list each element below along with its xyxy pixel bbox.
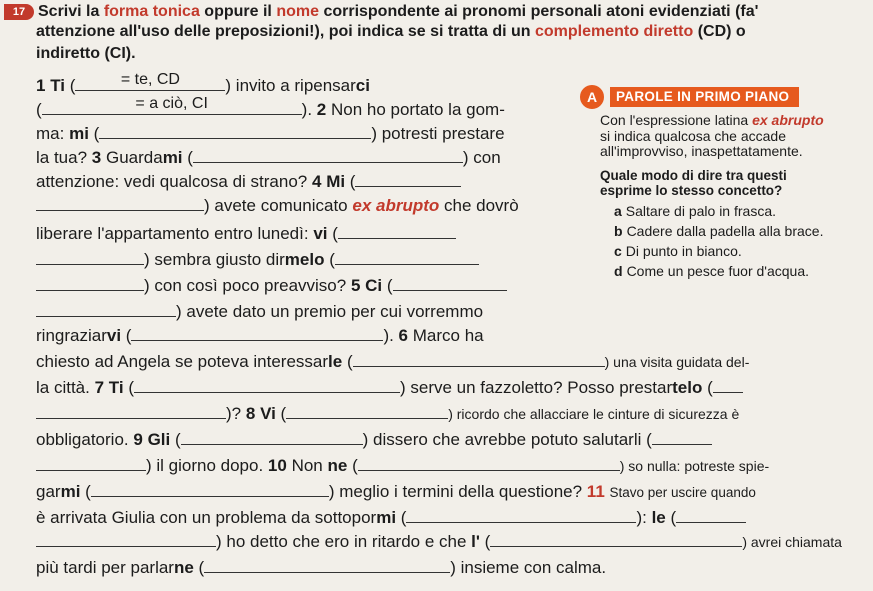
latin-term: ex abrupto [352, 196, 440, 215]
exercise-instruction [4, 2, 758, 22]
text: Stavo per uscire quando [609, 485, 756, 500]
pronoun: Ti [108, 378, 124, 397]
answer-blank[interactable] [652, 430, 712, 445]
sidebar-title: PAROLE IN PRIMO PIANO [610, 87, 799, 108]
text: liberare l'appartamento entro lunedì: [36, 224, 309, 243]
text: ) invito a ripensar [225, 76, 356, 95]
instruction-text-a: Scrivi la [38, 3, 100, 20]
option-text: Di punto in bianco. [625, 242, 742, 259]
answer-blank[interactable] [338, 224, 456, 239]
text: ). [383, 326, 399, 345]
text: ringraziar [36, 326, 107, 345]
option-letter: b [614, 222, 623, 239]
instruction-line-2 [36, 22, 746, 42]
pronoun: mi [376, 508, 397, 527]
text: è arrivata Giulia con un problema da sottopor [36, 508, 377, 527]
pronoun: ne [327, 456, 348, 475]
body-line-9: ) con così poco preavviso? 5 Ci ( [36, 276, 507, 296]
instruction-text-l2a: attenzione all'uso delle preposizioni!), poi indica se si tratta di un [36, 23, 531, 40]
item-number: 10 [267, 456, 287, 475]
answer-blank[interactable] [676, 508, 746, 523]
text: ) insieme con calma. [450, 558, 607, 577]
answer-blank[interactable] [36, 404, 226, 419]
instruction-text-l2c: (CD) o [697, 23, 746, 40]
pronoun: Ti [50, 76, 66, 95]
instruction-line-3 [36, 44, 136, 64]
body-line-7: liberare l'appartamento entro lunedì: vi ( [36, 224, 456, 244]
sidebar-options [610, 201, 870, 281]
item-number: 5 [350, 276, 361, 295]
body-line-2: ( = a ciò, CI ). 2 Non ho portato la gom- [36, 95, 505, 119]
instruction-text-e: corrispondente ai pronomi personali atoni evidenziati (fa' [323, 3, 759, 20]
sidebar-question-2: esprime lo stesso concetto? [600, 182, 783, 198]
sidebar-term: ex abrupto [752, 112, 824, 128]
text: ) il giorno dopo. [146, 456, 264, 475]
body-line-4: la tua? 3 Guardami ( ) con [36, 148, 501, 167]
text: Non ho portato la gom- [330, 100, 505, 119]
pronoun: Vi [260, 404, 276, 423]
text: ) con così poco preavviso? [144, 276, 347, 295]
exercise-number-badge: 17 [4, 4, 34, 20]
body-line-10 [36, 302, 483, 322]
answer-blank[interactable] [36, 250, 144, 265]
option-text: Cadere dalla padella alla brace. [626, 222, 824, 239]
answer-blank[interactable] [181, 430, 363, 445]
option-letter: d [614, 262, 623, 279]
sidebar-text-2: si indica qualcosa che accade [600, 127, 787, 144]
sidebar-question [600, 168, 870, 198]
option-letter: c [614, 242, 622, 259]
word-focus-box [580, 84, 870, 281]
body-line-20: più tardi per parlarne ( ) insieme con calma. [36, 558, 607, 577]
answer-blank[interactable] [36, 302, 176, 317]
answer-blank[interactable] [36, 532, 216, 547]
pronoun: mi [60, 482, 81, 501]
instruction-text-c: oppure il [204, 3, 272, 20]
answer-blank[interactable] [134, 378, 400, 393]
item-number: 4 [311, 172, 322, 191]
body-line-13: la città. 7 Ti ( ) serve un fazzoletto? Posso prestartelo ( [36, 378, 743, 398]
answer-blank[interactable] [355, 172, 461, 187]
instruction-noun: nome [276, 3, 319, 20]
option-text: Come un pesce fuor d'acqua. [626, 262, 810, 279]
text: )? [226, 404, 242, 423]
body-line-3: ma: mi ( ) potresti prestare [36, 124, 505, 143]
pronoun: Ci [365, 276, 383, 295]
example-answer: = te, CD [120, 71, 180, 88]
text: la tua? [36, 148, 88, 167]
item-number: 11 [586, 482, 605, 501]
pronoun: mi [162, 148, 183, 167]
answer-blank-1[interactable] [75, 71, 225, 91]
sidebar-question-1: Quale modo di dire tra questi [600, 167, 787, 183]
pronoun: ne [173, 558, 194, 577]
sidebar-text-1: Con l'espressione latina [600, 112, 749, 128]
item-number: 6 [398, 326, 409, 345]
example-answer: = a ciò, CI [135, 95, 208, 112]
text: gar [36, 482, 61, 501]
answer-blank[interactable] [713, 378, 743, 393]
body-line-15: obbligatorio. 9 Gli ( ) dissero che avrebbe potuto salutarli ( [36, 430, 712, 450]
text: ) serve un fazzoletto? Posso prestar [400, 378, 673, 397]
answer-blank[interactable] [131, 326, 383, 341]
text: ) ricordo che allacciare le cinture di sicurezza è [448, 406, 740, 422]
text: ) sembra giusto dir [144, 250, 285, 269]
answer-blank[interactable] [36, 276, 144, 291]
instruction-text-l3: indiretto (CI). [36, 45, 136, 62]
text: attenzione: vedi qualcosa di strano? [36, 172, 308, 191]
answer-blank[interactable] [286, 404, 448, 419]
answer-blank[interactable] [91, 482, 329, 497]
text: ) avrei chiamata [742, 534, 842, 550]
text: Guarda [105, 148, 163, 167]
item-number: 9 [133, 430, 143, 449]
body-line-5: attenzione: vedi qualcosa di strano? 4 Mi ( [36, 172, 461, 192]
answer-blank[interactable] [99, 124, 371, 139]
text: chiesto ad Angela se poteva interessar [36, 352, 329, 371]
item-number: 1 [36, 76, 46, 95]
pronoun: Gli [147, 430, 171, 449]
answer-blank[interactable] [406, 508, 636, 523]
sidebar-explanation [600, 113, 870, 160]
text: ma: [36, 124, 65, 143]
body-line-19: ) ho detto che ero in ritardo e che l' ( ) avrei chiamata [36, 532, 842, 552]
text: la città. [36, 378, 90, 397]
instruction-direct-complement: complemento diretto [535, 23, 694, 40]
pronoun: vi [106, 326, 122, 345]
answer-blank[interactable] [193, 148, 463, 163]
item-number: 2 [316, 100, 327, 119]
text: ) avete dato un premio per cui vorremmo [176, 302, 484, 321]
item-number: 8 [245, 404, 256, 423]
answer-blank[interactable] [490, 532, 742, 547]
answer-blank[interactable] [335, 250, 479, 265]
text: ) so nulla: potreste spie- [619, 458, 770, 474]
body-line-11: ringraziarvi ( ). 6 Marco ha [36, 326, 484, 345]
body-line-12: chiesto ad Angela se poteva interessarle ( ) una visita guidata del- [36, 352, 750, 371]
pronoun: l' [471, 532, 480, 551]
answer-blank[interactable] [36, 196, 204, 211]
item-number: 7 [94, 378, 105, 397]
answer-blank[interactable] [353, 352, 605, 367]
answer-blank[interactable] [204, 558, 450, 573]
body-line-1: 1 Ti ( = te, CD ) invito a ripensarci [36, 71, 370, 95]
text: ) con [462, 148, 501, 167]
text: ) dissero che avrebbe potuto salutarli ( [362, 430, 652, 449]
text: più tardi per parlar [36, 558, 174, 577]
body-line-8: ) sembra giusto dirmelo ( [36, 250, 479, 270]
option-text: Saltare di palo in frasca. [625, 202, 776, 219]
text: ). [301, 100, 317, 119]
pronoun: ci [355, 76, 370, 95]
pronoun: telo [672, 378, 703, 397]
pronoun: melo [284, 250, 325, 269]
option-c[interactable] [614, 241, 870, 261]
pronoun: mi [69, 124, 89, 143]
item-number: 3 [91, 148, 102, 167]
answer-blank[interactable] [36, 456, 146, 471]
pronoun: Mi [326, 172, 346, 191]
body-line-17: garmi ( ) meglio i termini della questione? 11 Stavo per uscire quando [36, 482, 756, 501]
text: ) meglio i termini della questione? [328, 482, 583, 501]
text: obbligatorio. [36, 430, 129, 449]
option-letter: a [614, 202, 622, 219]
pronoun: le [651, 508, 666, 527]
pronoun: le [328, 352, 343, 371]
text: ): [636, 508, 647, 527]
text: ) ho detto che ero in ritardo e che [216, 532, 467, 551]
body-line-16: ) il giorno dopo. 10 Non ne ( ) so nulla: potreste spie- [36, 456, 769, 476]
pronoun: vi [313, 224, 328, 243]
sidebar-text-3: all'improvviso, inaspettatamente. [600, 143, 803, 159]
text: ) avete comunicato [204, 196, 348, 215]
text: Marco ha [412, 326, 484, 345]
instruction-tonic-form: forma tonica [103, 3, 200, 20]
answer-blank[interactable] [393, 276, 507, 291]
option-b[interactable] [614, 221, 870, 241]
answer-blank[interactable] [358, 456, 620, 471]
text: ) una visita guidata del- [604, 354, 750, 370]
body-line-14: )? 8 Vi ( ) ricordo che allacciare le cinture di sicurezza è [36, 404, 739, 424]
text: Non [291, 456, 323, 475]
option-d[interactable] [614, 261, 870, 281]
answer-blank-2[interactable] [42, 95, 302, 115]
text: che dovrò [444, 196, 519, 215]
text: ) potresti prestare [371, 124, 505, 143]
body-line-18: è arrivata Giulia con un problema da sottopormi ( ): le ( [36, 508, 746, 528]
body-line-6 [36, 196, 519, 216]
option-a[interactable] [614, 201, 870, 221]
sidebar-badge: A [580, 85, 604, 109]
